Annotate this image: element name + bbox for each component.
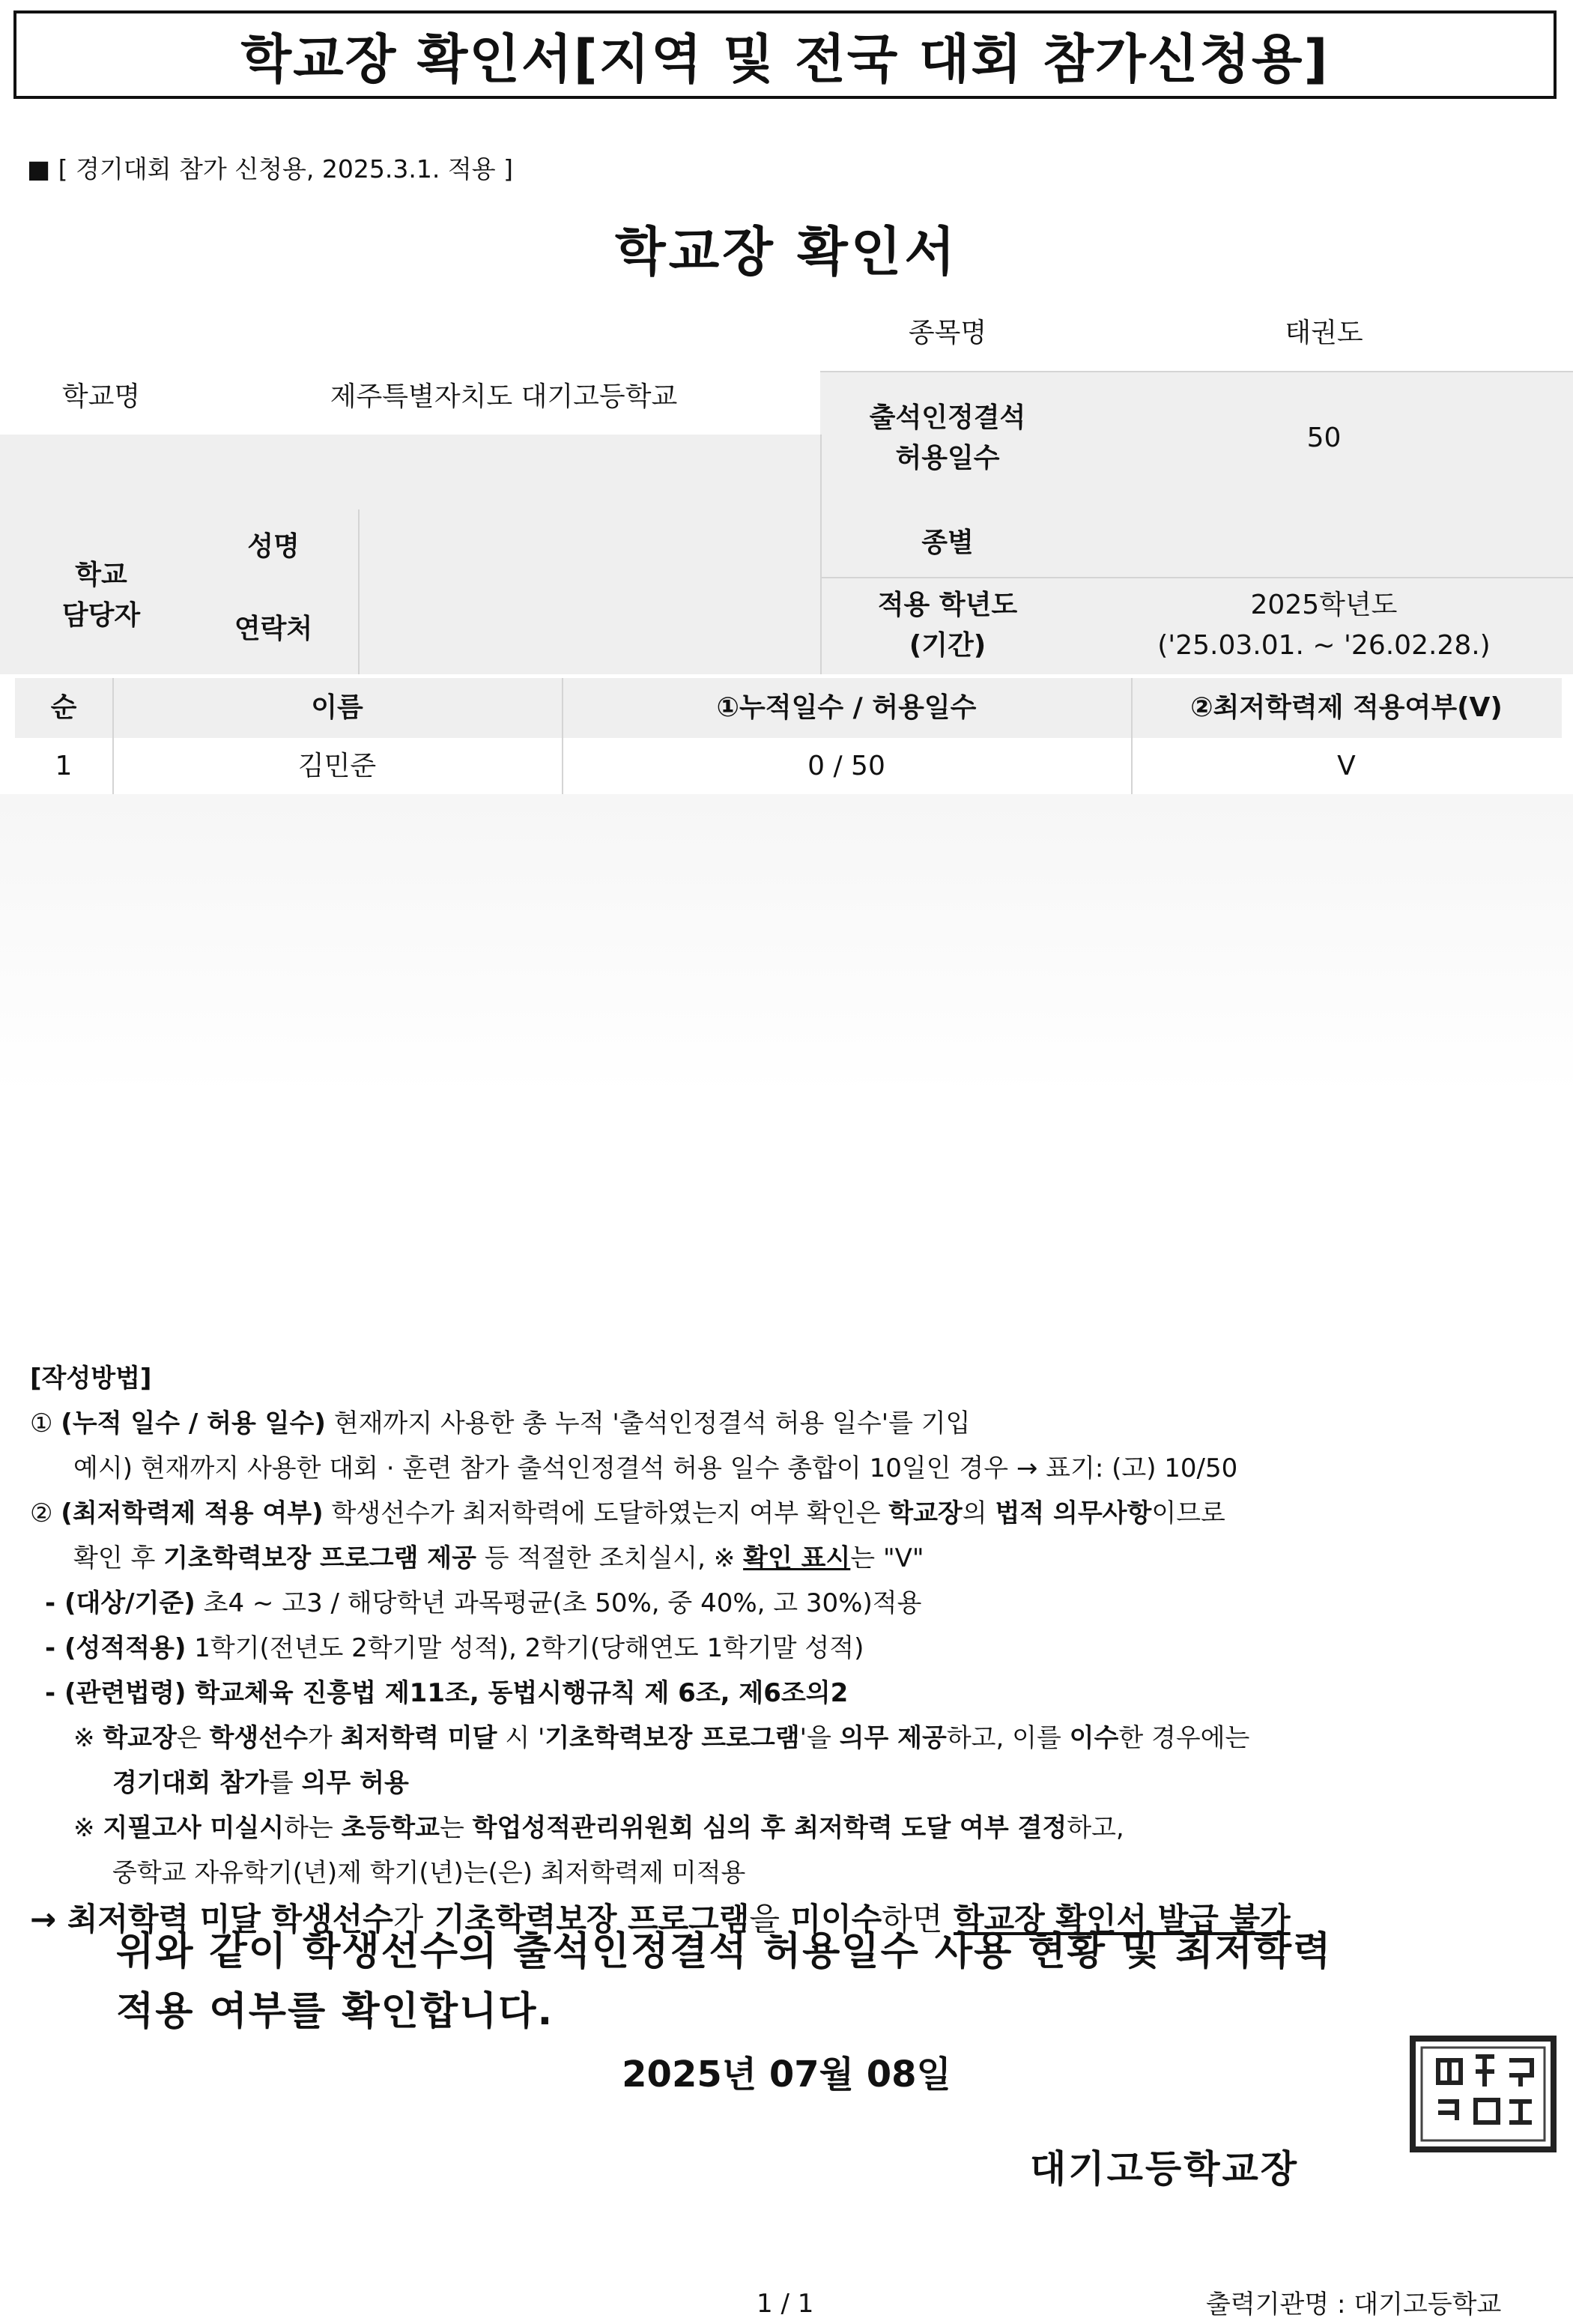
method-line: 중학교 자유학기(년)제 학기(년)는(은) 최저학력제 미적용 [112,1858,746,1888]
manager-name-label: 성명 [247,531,300,562]
type-value [1075,509,1573,577]
document-title: 학교장 확인서 [614,221,959,282]
allowed-days-label: 출석인정결석 허용일수 [869,402,1026,473]
confirmation-line: 위와 같이 학생선수의 출석인정결석 허용일수 사용 현황 및 최저학력 [116,1929,1333,1974]
method-heading: [작성방법] [30,1364,152,1394]
principal-name: 대기고등학교장 [1030,2147,1300,2191]
method-line: 예시) 현재까지 사용한 대회 · 훈련 참가 출석인정결석 허용 일수 총합이 10일인 경우 → 표기: (고) 10/50 [73,1453,1238,1483]
manager-contact-label: 연락처 [234,614,313,644]
row-no: 1 [55,750,73,781]
divider [820,577,1573,578]
method-line: ※ 학교장은 학생선수가 최저학력 미달 시 '기초학력보장 프로그램'을 의무 제공하고, 이를 이수한 경우에는 [73,1723,1250,1753]
confirmation-line: 적용 여부를 확인합니다. [116,1989,554,2034]
writing-method [30,1356,1543,1943]
scan-shade [0,794,1573,1094]
method-line: - (성적적용) 1학기(전년도 2학기말 성적), 2학기(당해연도 1학기말 성적) [45,1633,864,1663]
sport-value: 태권도 [1285,318,1363,348]
divider [358,509,360,674]
divider [562,678,563,794]
col-header-no: 순 [50,692,77,723]
col-header-min-academic: ②최저학력제 적용여부(V) [1190,692,1503,723]
col-header-name: 이름 [311,692,363,723]
divider [1131,678,1133,794]
year-value: 2025학년도 ('25.03.01. ~ '26.02.28.) [1157,590,1491,661]
method-line: - (대상/기준) 초4 ~ 고3 / 해당학년 과목평균(초 50%, 중 40%, 고 30%)적용 [45,1588,922,1618]
method-line: 확인 후 기초학력보장 프로그램 제공 등 적절한 조치실시, ※ 확인 표시는 "V" [73,1543,924,1573]
allowed-days-value: 50 [1306,423,1342,453]
type-label: 종별 [921,527,974,558]
applied-note: ■ [ 경기대회 참가 신청용, 2025.3.1. 적용 ] [27,154,513,184]
method-line: ※ 지필고사 미실시하는 초등학교는 학업성적관리위원회 심의 후 최저학력 도달 여부 결정하고, [73,1813,1124,1843]
method-line: - (관련법령) 학교체육 진흥법 제11조, 동법시행규칙 제 6조, 제6조의2 [45,1678,849,1708]
manager-name-value [360,513,820,581]
year-label: 적용 학년도 (기간) [877,590,1018,661]
manager-label: 학교 담당자 [61,560,141,631]
method-line: ② (최저학력제 적용 여부) 학생선수가 최저학력에 도달하였는지 여부 확인은 학교장의 법적 의무사항이므로 [30,1498,1225,1528]
method-line: ① (누적 일수 / 허용 일수) 현재까지 사용한 총 누적 '출석인정결석 허용 일수'를 기입 [30,1408,971,1438]
issue-date: 2025년 07월 08일 [622,2054,951,2095]
form-banner-title: 학교장 확인서[지역 및 전국 대회 참가신청용] [13,10,1557,99]
school-seal-stamp [1408,2034,1558,2154]
sport-label: 종목명 [908,318,987,348]
method-line: 경기대회 참가를 의무 허용 [112,1768,409,1798]
divider [112,678,114,794]
output-organization: 출력기관명 : 대기고등학교 [1206,2290,1502,2320]
page-number: 1 / 1 [757,2289,814,2319]
school-value: 제주특별자치도 대기고등학교 [330,381,678,412]
col-header-days: ①누적일수 / 허용일수 [716,692,977,723]
divider [820,435,822,674]
method-conclusion: → 최저학력 미달 학생선수가 기초학력보장 프로그램을 미이수하면 학교장 확인서 발급 불가 [30,1901,1291,1937]
row-min-academic: V [1337,750,1356,781]
confirmation-statement [116,1922,1464,2042]
divider [820,371,1573,372]
row-name: 김민준 [297,750,377,781]
school-label: 학교명 [61,381,141,412]
row-days: 0 / 50 [807,750,885,781]
manager-contact-value [360,596,820,663]
